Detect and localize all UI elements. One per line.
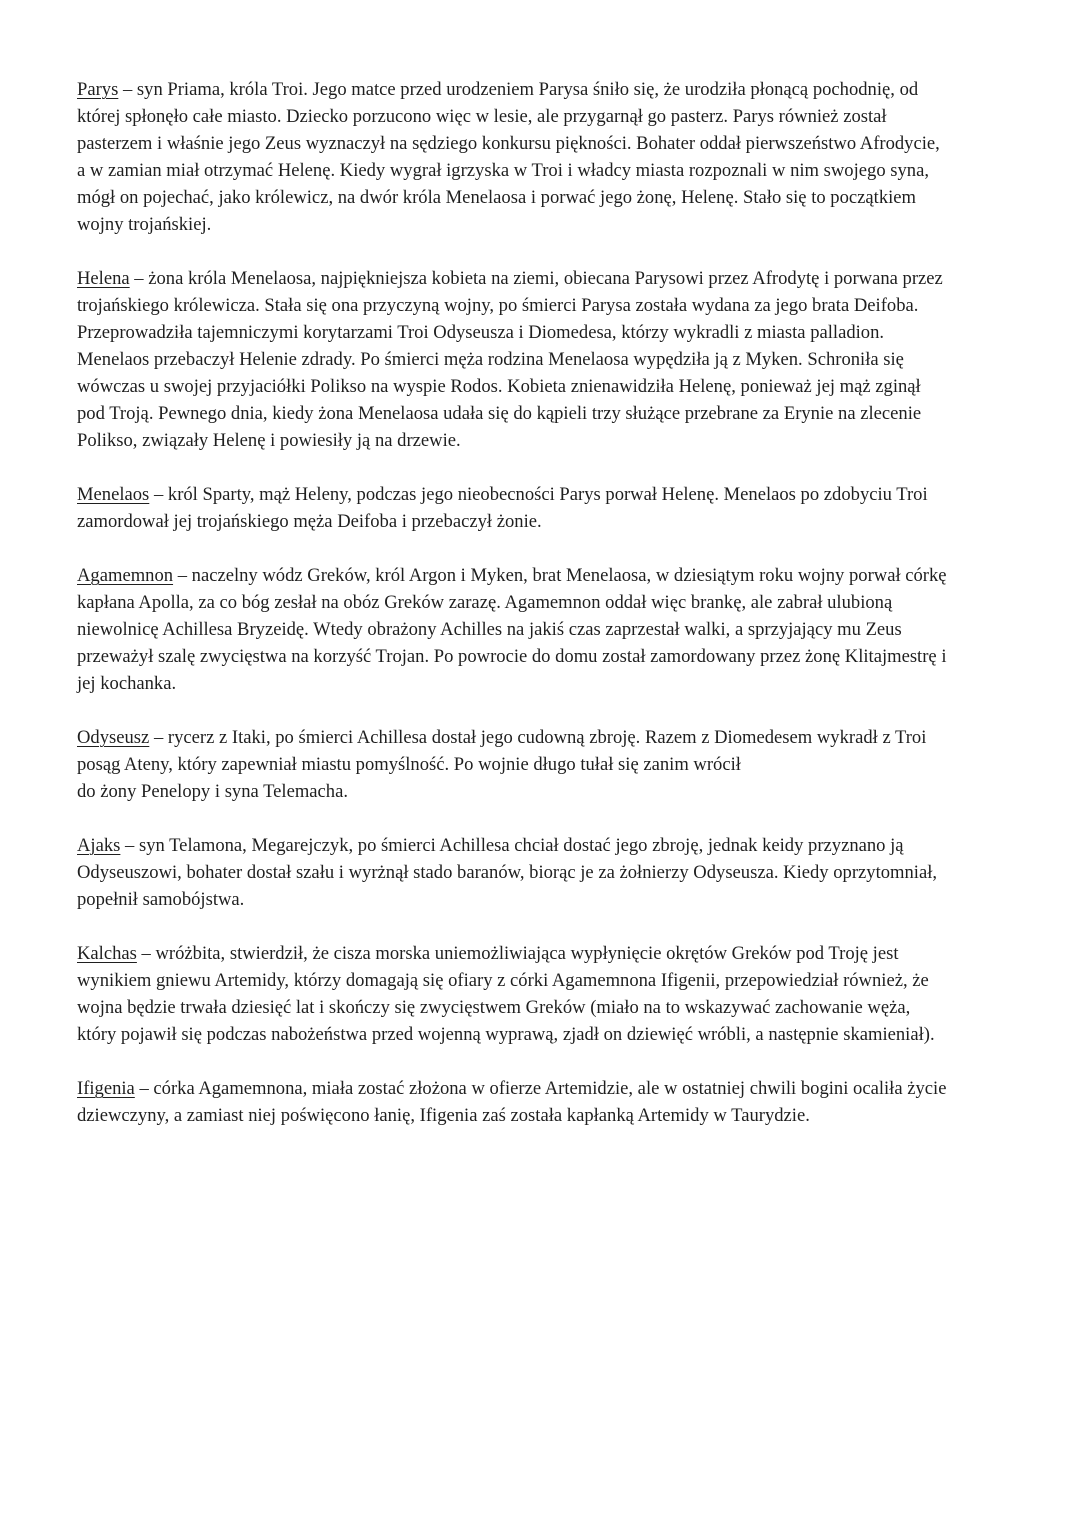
entry-text: – król Sparty, mąż Heleny, podczas jego nieobecności Parys porwał Helenę. Menelaos po zdobyciu Troi xyxy=(149,484,928,505)
entry-line: Przeprowadziła tajemniczymi korytarzami Troi Odyseusza i Diomedesa, którzy wykradli z miasta palladion. xyxy=(77,322,885,343)
entry-line xyxy=(77,562,1017,589)
character-name: Parys xyxy=(77,79,119,100)
entry-line: przeważył szalę zwycięstwa na korzyść Trojan. Po powrocie do domu został zamordowany przez żonę Klitajmestrę i xyxy=(77,646,947,667)
entry-ajaks xyxy=(77,832,1017,913)
entry-line: a w zamian miał otrzymać Helenę. Kiedy wygrał igrzyska w Troi i władcy miasta rozpoznali w nim swojego syna, xyxy=(77,160,929,181)
entry-line: do żony Penelopy i syna Telemacha. xyxy=(77,781,348,802)
entry-line xyxy=(77,940,1017,967)
entry-odyseusz xyxy=(77,724,1017,805)
entry-line xyxy=(77,832,1017,859)
entry-line xyxy=(77,265,1017,292)
entry-text: – syn Priama, króla Troi. Jego matce przed urodzeniem Parysa śniło się, że urodziła płonącą pochodnię, od xyxy=(118,79,919,100)
entry-line: której spłonęło całe miasto. Dziecko porzucono więc w lesie, ale przygarnął go pasterz. Parys również został xyxy=(77,106,887,127)
character-name: Agamemnon xyxy=(77,565,174,586)
character-name: Helena xyxy=(77,268,130,289)
entry-text: – rycerz z Itaki, po śmierci Achillesa dostał jego cudowną zbroję. Razem z Diomedesem wykradł z Troi xyxy=(149,727,927,748)
entry-line: Odyseuszowi, bohater dostał szału i wyrżnął stado baranów, biorąc je za żołnierzy Odyseusza. Kiedy oprzytomniał, xyxy=(77,862,938,883)
character-name: Kalchas xyxy=(77,943,137,964)
entry-text: – syn Telamona, Megarejczyk, po śmierci Achillesa chciał dostać jego zbroję, jednak keidy przyznano ją xyxy=(120,835,904,856)
entry-line: popełnił samobójstwa. xyxy=(77,889,245,910)
entry-text: – żona króla Menelaosa, najpiękniejsza kobieta na ziemi, obiecana Parysowi przez Afrodytę i porwana przez xyxy=(129,268,943,289)
entry-text: – wróżbita, stwierdził, że cisza morska uniemożliwiająca wypłynięcie okrętów Greków pod Troję jest xyxy=(136,943,899,964)
entry-agamemnon xyxy=(77,562,1017,697)
entry-line: jej kochanka. xyxy=(77,673,177,694)
document-page xyxy=(77,76,1017,1156)
entry-line: wojny trojańskiej. xyxy=(77,214,212,235)
entry-line: dziewczyny, a zamiast niej poświęcono łanię, Ifigenia zaś została kapłanką Artemidy w Taurydzie. xyxy=(77,1105,810,1126)
character-name: Ifigenia xyxy=(77,1078,135,1099)
character-name: Ajaks xyxy=(77,835,121,856)
character-name: Odyseusz xyxy=(77,727,150,748)
entry-line: zamordował jej trojańskiego męża Deifoba i przebaczył żonie. xyxy=(77,511,542,532)
entry-kalchas xyxy=(77,940,1017,1048)
entry-line: Polikso, związały Helenę i powiesiły ją na drzewie. xyxy=(77,430,461,451)
entry-line xyxy=(77,481,1017,508)
entry-line: który pojawił się podczas nabożeństwa przed wojenną wyprawą, zjadł on dziewięć wróbli, a następnie skamieniał). xyxy=(77,1024,935,1045)
entry-line: wówczas u swojej przyjaciółki Polikso na wyspie Rodos. Kobieta znienawidziła Helenę, ponieważ jej mąż zginął xyxy=(77,376,921,397)
entry-ifigenia xyxy=(77,1075,1017,1129)
entry-line: niewolnicę Achillesa Bryzeidę. Wtedy obrażony Achilles na jakiś czas zaprzestał walki, a sprzyjający mu Zeus xyxy=(77,619,902,640)
entry-line: mógł on pojechać, jako królewicz, na dwór króla Menelaosa i porwać jego żonę, Helenę. Stało się to początkiem xyxy=(77,187,917,208)
entry-parys xyxy=(77,76,1017,238)
entry-line xyxy=(77,724,1017,751)
entry-line xyxy=(77,1075,1017,1102)
entry-helena xyxy=(77,265,1017,454)
entry-line: posąg Ateny, który zapewniał miastu pomyślność. Po wojnie długo tułał się zanim wrócił xyxy=(77,754,741,775)
entry-line xyxy=(77,76,1017,103)
entry-line: kapłana Apolla, za co bóg zesłał na obóz Greków zarazę. Agamemnon oddał więc brankę, ale zabrał ulubioną xyxy=(77,592,893,613)
entry-line: trojańskiego królewicza. Stała się ona przyczyną wojny, po śmierci Parysa została wydana za jego brata Deifoba. xyxy=(77,295,919,316)
character-name: Menelaos xyxy=(77,484,150,505)
entry-line: Menelaos przebaczył Helenie zdrady. Po śmierci męża rodzina Menelaosa wypędziła ją z Myken. Schroniła się xyxy=(77,349,904,370)
entry-menelaos xyxy=(77,481,1017,535)
entry-line: pod Troją. Pewnego dnia, kiedy żona Menelaosa udała się do kąpieli trzy służące przebrane za Erynie na zlecenie xyxy=(77,403,922,424)
entry-line: pasterzem i właśnie jego Zeus wyznaczył na sędziego konkursu piękności. Bohater oddał pierwszeństwo Afrodycie, xyxy=(77,133,940,154)
entry-line: wynikiem gniewu Artemidy, którzy domagają się ofiary z córki Agamemnona Ifigenii, przepowiedział również, że xyxy=(77,970,929,991)
entry-line: wojna będzie trwała dziesięć lat i skończy się zwycięstwem Greków (miało na to wskazywać zachowanie węża, xyxy=(77,997,911,1018)
entry-text: – naczelny wódz Greków, król Argon i Myken, brat Menelaosa, w dziesiątym roku wojny porwał córkę xyxy=(173,565,947,586)
entry-text: – córka Agamemnona, miała zostać złożona w ofierze Artemidzie, ale w ostatniej chwili bogini ocaliła życie xyxy=(134,1078,947,1099)
